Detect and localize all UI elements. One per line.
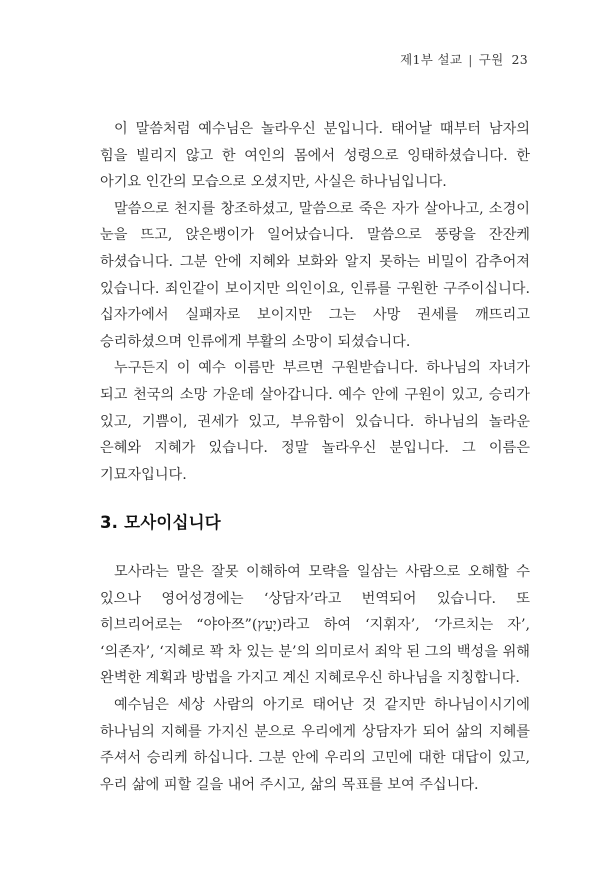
paragraph: 이 말씀처럼 예수님은 놀라우신 분입니다. 태어날 때부터 남자의 힘을 빌리지 않고 한 여인의 몸에서 성령으로 잉태하셨습니다. 한 아기요 인간의 모습으로 오셨지만, 사실은 하나님입니다. [100,121,530,191]
section-heading: 3. 모사이십니다 [100,513,221,532]
paragraph: 모사라는 말은 잘못 이해하여 모략을 일삼는 사람으로 오해할 수 있으나 영어성경에는 ‘상담자’라고 번역되어 있습니다. 또 히브리어로는 “야아쯔”(יָעַץ)라고 하여 ‘지휘자’, ‘가르치는 자’, ‘의존자’, ‘지혜로 꽉 차 있는 분’의 의미로서 죄악 된 그의 백성을 위해 완벽한 계획과 방법을 가지고 계신 지혜로우신 하나님을 지칭합니다. [100,564,530,687]
page-number: 23 [511,52,528,67]
paragraph: 말씀으로 천지를 창조하셨고, 말씀으로 죽은 자가 살아나고, 소경이 눈을 뜨고, 앉은뱅이가 일어났습니다. 말씀으로 풍랑을 잔잔케 하셨습니다. 그분 안에 지혜와 보화와 알지 못하는 비밀이 감추어져 있습니다. 죄인같이 보이지만 의인이요, 인류를 구원한 구주이십니다. 십자가에서 실패자로 보이지만 그는 사망 권세를 깨뜨리고 승리하셨으며 인류에게 부활의 소망이 되셨습니다. [100,200,530,350]
header-chapter: 구원 [478,52,504,67]
paragraph: 누구든지 이 예수 이름만 부르면 구원받습니다. 하나님의 자녀가 되고 천국의 소망 가운데 살아갑니다. 예수 안에 구원이 있고, 승리가 있고, 기쁨이, 권세가 있고, 부유함이 있습니다. 하나님의 놀라운 은혜와 지혜가 있습니다. 정말 놀라우신 분입니다. 그 이름은 기묘자입니다. [100,360,530,483]
paragraph: 예수님은 세상 사람의 아기로 태어난 것 같지만 하나님이시기에 하나님의 지혜를 가지신 분으로 우리에게 상담자가 되어 삶의 지혜를 주셔서 승리케 하십니다. 그분 안에 우리의 고민에 대한 대답이 있고, 우리 삶에 피할 길을 내어 주시고, 삶의 목표를 보여 주십니다. [100,696,530,793]
section-body-2 [100,559,530,798]
header-separator: | [468,52,473,67]
header-part: 제1부 설교 [400,52,463,67]
section-body-1 [100,116,530,488]
running-header [400,50,528,68]
